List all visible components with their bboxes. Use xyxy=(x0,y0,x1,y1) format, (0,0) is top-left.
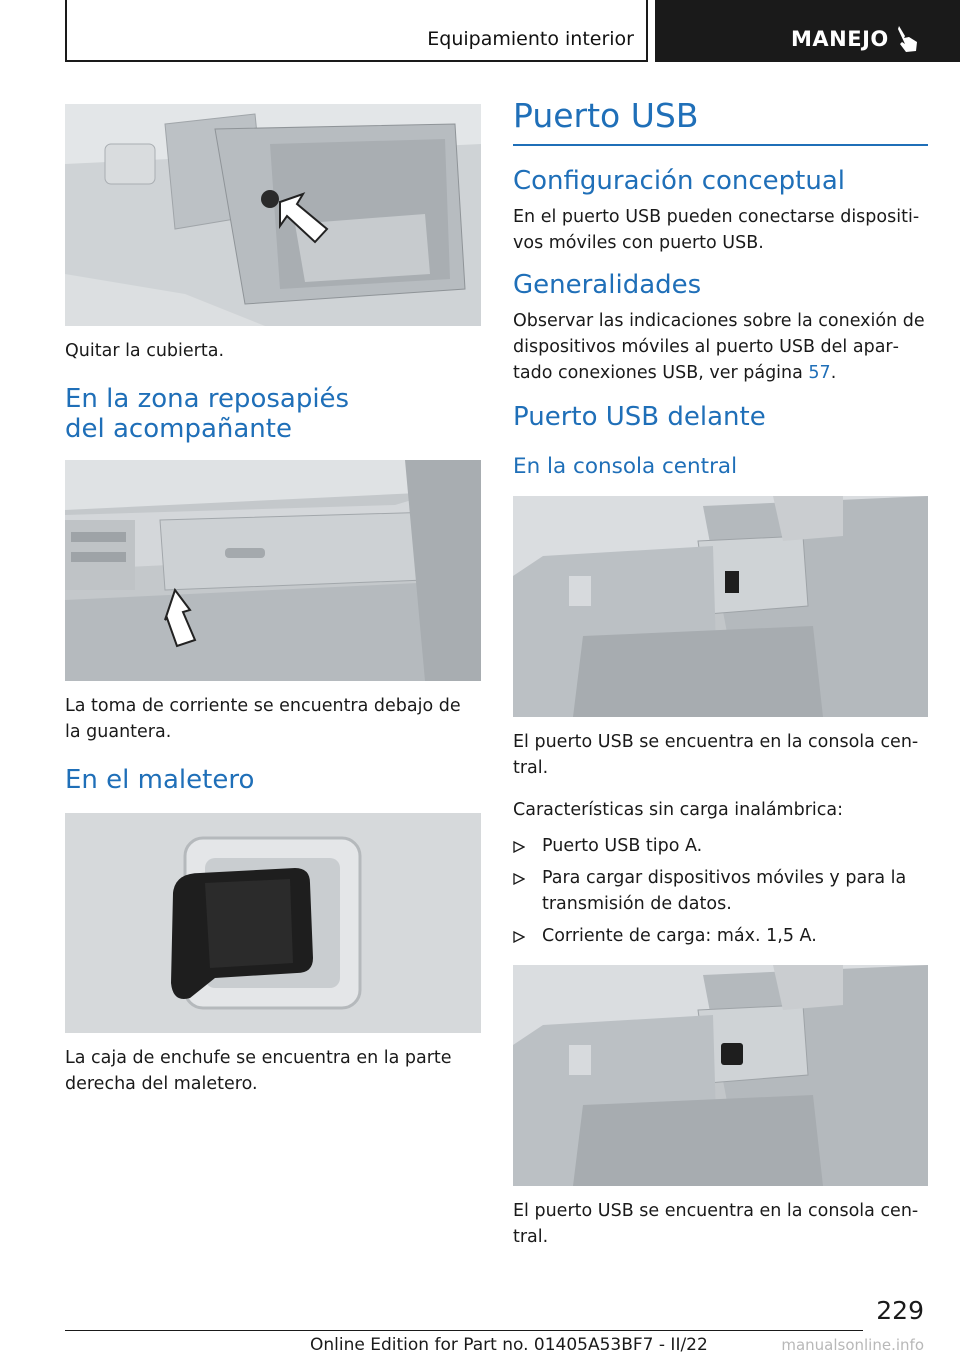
triangle-bullet-icon xyxy=(513,931,525,943)
title-rule xyxy=(513,144,928,146)
caption-console-usb-a: El puerto USB se encuentra en la consola cen‐tral. xyxy=(513,732,919,778)
heading-front-usb: Puerto USB delante xyxy=(513,402,766,432)
chapter-title: MANEJO xyxy=(791,27,889,51)
right-column xyxy=(513,96,928,1250)
para-concept: En el puerto USB pueden conectarse dispositi‐vos móviles con puerto USB. xyxy=(513,207,920,253)
page-footer xyxy=(0,1290,960,1362)
watermark: manualsonline.info xyxy=(781,1336,924,1354)
features-list xyxy=(513,833,928,949)
caption-glovebox: La toma de corriente se encuentra debajo de la guantera. xyxy=(65,696,461,742)
section-title: Equipamiento interior xyxy=(427,28,634,50)
caption-remove-cover: Quitar la cubierta. xyxy=(65,341,225,361)
list-item: Para cargar dispositivos móviles y para la transmisión de datos. xyxy=(513,865,928,917)
photo-glovebox xyxy=(65,460,481,681)
footer-rule xyxy=(65,1330,863,1331)
photo-armrest-cover xyxy=(65,104,481,326)
heading-general: Generalidades xyxy=(513,270,702,300)
left-column xyxy=(65,104,481,1097)
chapter-tab xyxy=(655,0,960,62)
triangle-bullet-icon xyxy=(513,841,525,853)
page-number: 229 xyxy=(876,1296,924,1325)
section-tab xyxy=(65,0,648,62)
page-title-usb: Puerto USB xyxy=(513,96,699,135)
triangle-bullet-icon xyxy=(513,873,525,885)
heading-passenger-footwell: En la zona reposapiés del acompañante xyxy=(65,384,350,444)
heading-luggage-compartment: En el maletero xyxy=(65,765,255,795)
page-header xyxy=(0,0,960,68)
list-item: Corriente de carga: máx. 1,5 A. xyxy=(513,923,928,949)
caption-trunk-socket: La caja de enchufe se encuentra en la parte derecha del maletero. xyxy=(65,1048,452,1094)
photo-console-usb-a xyxy=(513,496,928,717)
heading-concept: Configuración conceptual xyxy=(513,166,845,196)
hand-pointer-icon xyxy=(895,24,921,54)
edition-info: Online Edition for Part no. 01405A53BF7 - II/22 xyxy=(310,1335,708,1355)
heading-center-console: En la consola central xyxy=(513,454,738,479)
features-intro: Características sin carga inalámbrica: xyxy=(513,800,844,820)
caption-console-usb-b: El puerto USB se encuentra en la consola cen‐tral. xyxy=(513,1201,919,1247)
list-item: Puerto USB tipo A. xyxy=(513,833,928,859)
page-link[interactable]: 57 xyxy=(808,363,831,383)
para-general: Observar las indicaciones sobre la conexión de dispositivos móviles al puerto USB del apar‐tado conexiones USB, ver página 57. xyxy=(513,311,925,383)
photo-console-usb-b xyxy=(513,965,928,1186)
photo-trunk-socket xyxy=(65,813,481,1033)
